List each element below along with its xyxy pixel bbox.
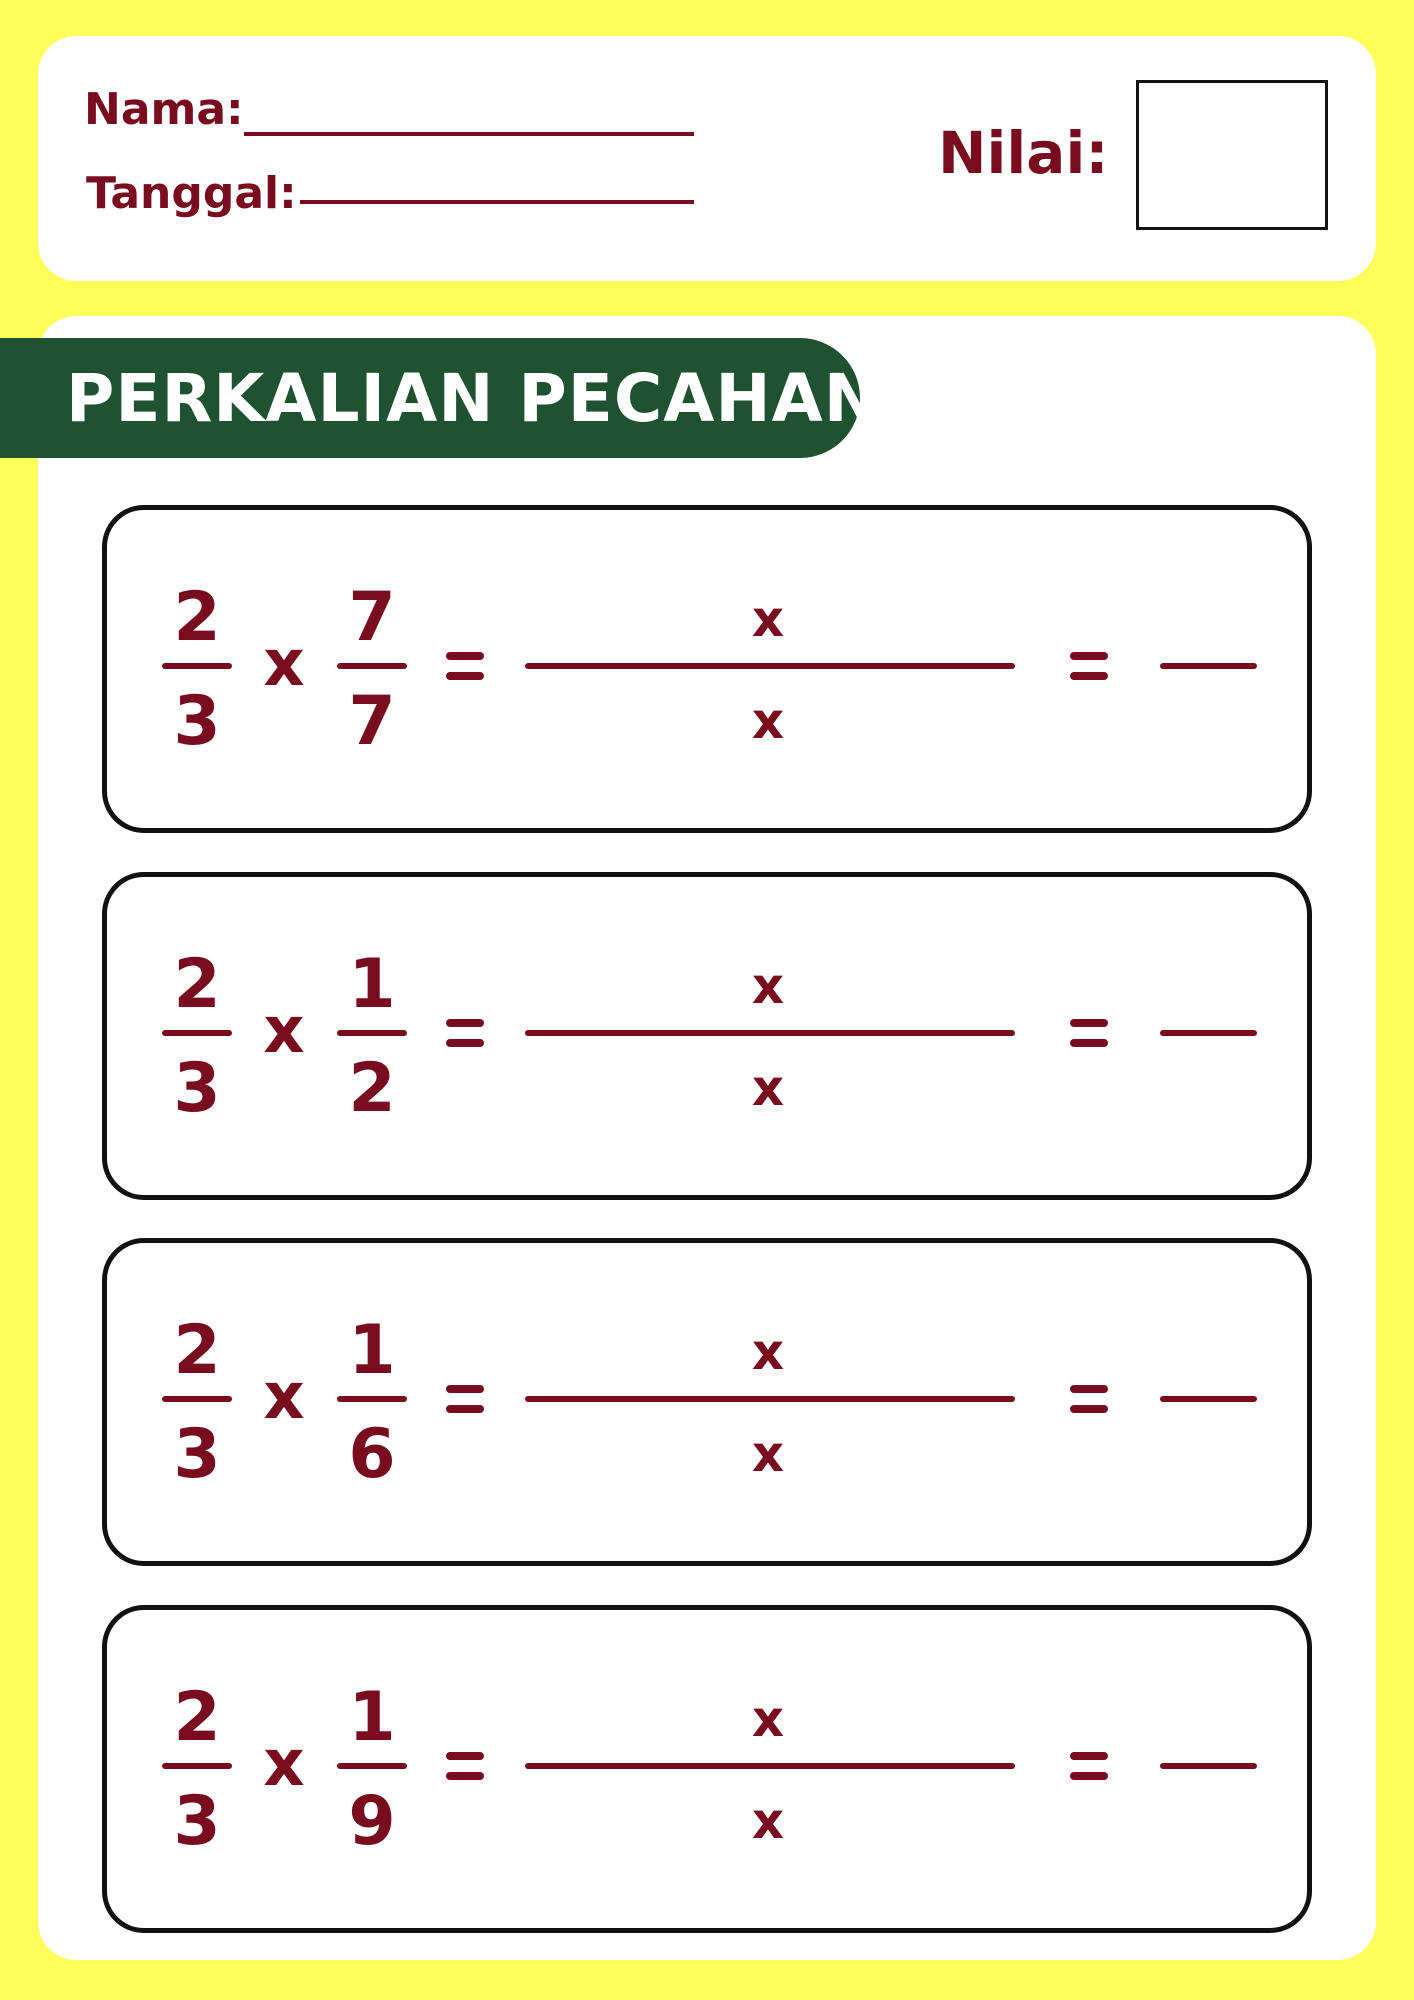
- equals-sign: [446, 1752, 484, 1780]
- numerator-times-sign: x: [751, 957, 785, 1015]
- date-label: Tanggal:: [86, 168, 297, 219]
- equals-sign: [446, 1019, 484, 1047]
- fraction-b-bar: [337, 663, 407, 669]
- title-banner: [0, 338, 880, 458]
- denominator-times-sign: x: [751, 692, 785, 750]
- multiply-sign: x: [263, 627, 305, 701]
- fraction-a-numerator: 2: [173, 1311, 221, 1390]
- equals-sign: [446, 1385, 484, 1413]
- fraction-b-bar: [337, 1030, 407, 1036]
- work-fraction-bar[interactable]: [525, 1763, 1015, 1769]
- fraction-b-denominator: 2: [348, 1049, 396, 1128]
- worksheet-title: PERKALIAN PECAHAN: [66, 359, 880, 437]
- work-fraction-bar[interactable]: [525, 1030, 1015, 1036]
- fraction-a-denominator: 3: [173, 1782, 221, 1861]
- numerator-times-sign: x: [751, 1690, 785, 1748]
- denominator-times-sign: x: [751, 1792, 785, 1850]
- fraction-b-numerator: 1: [348, 1311, 396, 1390]
- fraction-b-denominator: 7: [348, 682, 396, 761]
- fraction-b-bar: [337, 1396, 407, 1402]
- multiply-sign: x: [263, 1727, 305, 1801]
- fraction-a-denominator: 3: [173, 682, 221, 761]
- numerator-times-sign: x: [751, 1323, 785, 1381]
- fraction-a-denominator: 3: [173, 1415, 221, 1494]
- fraction-a-bar: [162, 1763, 232, 1769]
- fraction-a-numerator: 2: [173, 945, 221, 1024]
- answer-fraction-bar[interactable]: [1160, 1396, 1257, 1402]
- answer-fraction-bar[interactable]: [1160, 663, 1257, 669]
- work-fraction-bar[interactable]: [525, 663, 1015, 669]
- multiply-sign: x: [263, 994, 305, 1068]
- fraction-a-numerator: 2: [173, 578, 221, 657]
- multiply-sign: x: [263, 1360, 305, 1434]
- answer-fraction-bar[interactable]: [1160, 1763, 1257, 1769]
- fraction-a-numerator: 2: [173, 1678, 221, 1757]
- fraction-b-bar: [337, 1763, 407, 1769]
- answer-fraction-bar[interactable]: [1160, 1030, 1257, 1036]
- numerator-times-sign: x: [751, 590, 785, 648]
- fraction-a-bar: [162, 663, 232, 669]
- name-field[interactable]: [244, 132, 694, 136]
- name-label: Nama:: [84, 84, 244, 135]
- fraction-a-bar: [162, 1030, 232, 1036]
- fraction-a-bar: [162, 1396, 232, 1402]
- denominator-times-sign: x: [751, 1425, 785, 1483]
- score-label: Nilai:: [938, 119, 1109, 187]
- denominator-times-sign: x: [751, 1059, 785, 1117]
- equals-sign: [1070, 1019, 1108, 1047]
- date-field[interactable]: [300, 200, 694, 204]
- equals-sign: [1070, 1752, 1108, 1780]
- equals-sign: [1070, 652, 1108, 680]
- fraction-b-numerator: 1: [348, 945, 396, 1024]
- fraction-b-numerator: 1: [348, 1678, 396, 1757]
- fraction-b-numerator: 7: [348, 578, 396, 657]
- work-fraction-bar[interactable]: [525, 1396, 1015, 1402]
- fraction-a-denominator: 3: [173, 1049, 221, 1128]
- equals-sign: [1070, 1385, 1108, 1413]
- fraction-b-denominator: 9: [348, 1782, 396, 1861]
- score-box[interactable]: [1136, 80, 1328, 230]
- equals-sign: [446, 652, 484, 680]
- fraction-b-denominator: 6: [348, 1415, 396, 1494]
